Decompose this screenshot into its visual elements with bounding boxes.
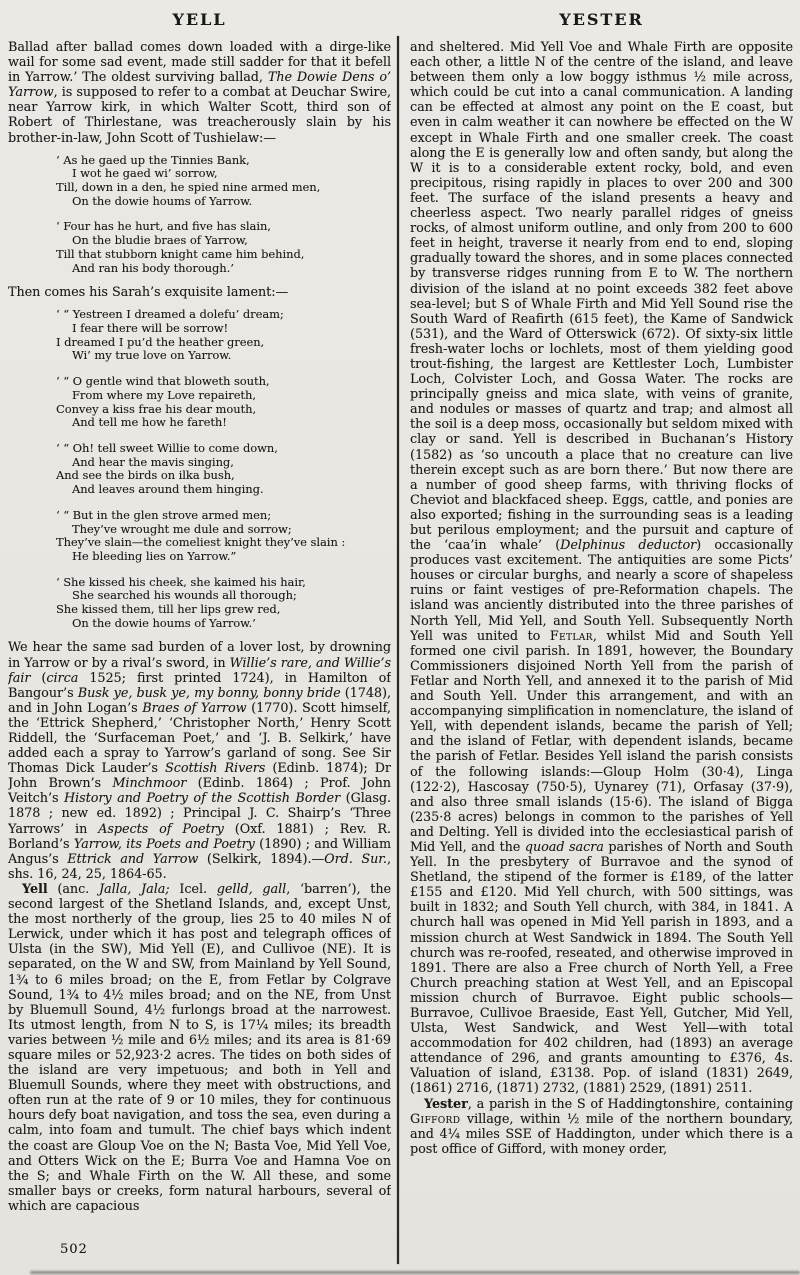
poem-line: And ran his body thorough.’: [72, 260, 234, 275]
poem-sarah-lament: [56, 308, 391, 630]
poem-line: And tell me how he fareth!: [72, 415, 227, 430]
running-head-yell: YELL: [172, 10, 227, 29]
poem-line: Wi’ my true love on Yarrow.: [72, 348, 232, 363]
poem-line: On the dowie houms of Yarrow.: [72, 193, 253, 208]
poem-line: ‘ Four has he hurt, and five has slain,: [56, 219, 271, 234]
poem-line: ‘ “ Yestreen I dreamed a dolefu’ dream;: [56, 307, 284, 322]
poem-stanza: [56, 442, 391, 497]
paragraph-yarrow-literature: We hear the same sad burden of a lover lost, by drowning in Yarrow or by a rival’s sword, in Willie’s rare, and Willie’s fair (circa 1525; first printed 1724), in Hamilton of Bangour’s Busk ye, busk ye, my bonny, bonny bride (1748), and in John Logan’s Braes of Yarrow (1770). Scott himself, the ‘Ettrick Shepherd,’ ‘Christopher North,’ Henry Scott Riddell, the ‘Surfaceman Poet,’ and ‘J. B. Selkirk,’ have added each a spray to Yarrow’s garland of song. See Sir Thomas Dick Lauder’s Scottish Rivers (Edinb. 1874); Dr John Brown’s Minchmoor (Edinb. 1864) ; Prof. John Veitch’s History and Poetry of the Scottish Border (Glasg. 1878 ; new ed. 1892) ; Principal J. C. Shairp’s ‘Three Yarrows’ in Aspects of Poetry (Oxf. 1881) ; Rev. R. Borland’s Yarrow, its Poets and Poetry (1890) ; and William Angus’s Ettrick and Yarrow (Selkirk, 1894).—Ord. Sur., shs. 16, 24, 25, 1864-65.: [8, 639, 391, 881]
poem-line: ‘ She kissed his cheek, she kaimed his hair,: [56, 574, 306, 589]
poem-line: And see the birds on ilka bush,: [56, 468, 235, 483]
poem-stanza: [56, 154, 391, 209]
poem-line: ‘ As he gaed up the Tinnies Bank,: [56, 152, 250, 167]
entry-yester: Yester, a parish in the S of Haddingtonshire, containing Gifford village, within ½ mile of the northern boundary, and 4¼ miles SSE of Haddington, under which there is a post office of Gifford, with money order,: [410, 1095, 793, 1156]
poem-line: They’ve slain—the comeliest knight they’ve slain :: [56, 535, 346, 550]
right-column: [410, 0, 793, 1275]
poem-line: Till, down in a den, he spied nine armed men,: [56, 180, 321, 195]
running-head-yester: YESTER: [559, 10, 644, 29]
scan-bottom-edge-artifact: [30, 1271, 800, 1274]
poem-stanza: [56, 509, 391, 564]
poem-line: She kissed them, till her lips grew red,: [56, 602, 281, 617]
poem-line: On the dowie houms of Yarrow.’: [72, 615, 256, 630]
poem-stanza: [56, 375, 391, 430]
poem-line: From where my Love repaireth,: [72, 387, 256, 402]
poem-line: I fear there will be sorrow!: [72, 321, 229, 336]
poem-line: And leaves around them hinging.: [72, 482, 264, 497]
column-divider-rule: [397, 36, 399, 1264]
poem-line: Till that stubborn knight came him behind,: [56, 246, 305, 261]
paragraph-ballad-intro: Ballad after ballad comes down loaded with a dirge-like wail for some sad event, made still sadder for that it befell in Yarrow.’ The oldest surviving ballad, The Dowie Dens o’ Yarrow, is supposed to refer to a combat at Deuchar Swire, near Yarrow kirk, in which Walter Scott, third son of Robert of Thirlestane, was treacherously slain by his brother-in-law, John Scott of Tushielaw:—: [8, 39, 391, 145]
page-number: 502: [60, 1242, 88, 1257]
poem-line: Convey a kiss frae his dear mouth,: [56, 401, 257, 416]
poem-stanza: [56, 220, 391, 275]
poem-ballad-quote: [56, 154, 391, 276]
poem-line: ‘ “ But in the glen strove armed men;: [56, 507, 272, 522]
poem-line: I wot he gaed wi’ sorrow,: [72, 166, 218, 181]
poem-stanza: [56, 576, 391, 631]
poem-line: They’ve wrought me dule and sorrow;: [72, 521, 292, 536]
poem-line: ‘ “ Oh! tell sweet Willie to come down,: [56, 441, 278, 455]
entry-yell-continuation: and sheltered. Mid Yell Voe and Whale Firth are opposite each other, a little N of the centre of the island, and leave between them only a low boggy isthmus ½ mile across, which could be cut into a canal communication. A landing can be effected at almost any point on the E coast, but even in calm weather it can nowhere be effected on the W except in Whale Firth and one smaller creek. The coast along the E is generally low and often sandy, but along the W it is to a considerable extent rocky, bold, and even precipitous, rising rapidly in places to over 200 and 300 feet. The surface of the island presents a heavy and cheerless aspect. Two nearly parallel ridges of gneiss rocks, of almost uniform outline, and only from 200 to 600 feet in height, traverse it nearly from end to end, sloping gradually toward the shores, and in some places connected by transverse ridges running from E to W. The northern division of the island at no point exceeds 382 feet above sea-level; but S of Whale Firth and Mid Yell Sound rise the South Ward of Reafirth (615 feet), the Kame of Sandwick (531), and the Ward of Otterswick (672). Of sixty-six little fresh-water lochs or lochlets, most of them yielding good trout-fishing, the largest are Kettlester Loch, Lumbister Loch, Colvister Loch, and Gossa Water. The rocks are principally gneiss and mica slate, with veins of granite, and nodules or masses of quartz and trap; and almost all the soil is a deep moss, occasionally but seldom mixed with clay or sand. Yell is described in Buchanan’s History (1582) as ‘so uncouth a place that no creature can live therein except such as are born there.’ But now there are a number of good sheep farms, with thriving flocks of Cheviot and blackfaced sheep. Eggs, cattle, and ponies are also exported; fishing in the surrounding seas is a leading but perilous employment; and the pursuit and capture of the ‘caa’in whale’ (Delphinus deductor) occasionally produces vast excitement. The antiquities are some Picts’ houses or circular burghs, and nearly a score of shapeless ruins or faint vestiges of pre-Reformation chapels. The island was anciently distributed into the three parishes of North Yell, Mid Yell, and South Yell. Subsequently North Yell was united to Fetlar, whilst Mid and South Yell formed one civil parish. In 1891, however, the Boundary Commissioners disjoined North Yell from the parish of Fetlar and North Yell, and annexed it to the parish of Mid and South Yell. Under this arrangement, and with an accompanying simplification in nomenclature, the island of Yell, with dependent islands, became the parish of Yell; and the island of Fetlar, with dependent islands, became the parish of Fetlar. Besides Yell island the parish consists of the following islands:—Gloup Holm (30·4), Linga (122·2), Hascosay (750·5), Uynarey (71), Orfasay (37·9), and also three small islands (15·6). The island of Bigga (235·8 acres) belongs in common to the parishes of Yell and Delting. Yell is divided into the ecclesiastical parish of Mid Yell, and the quoad sacra parishes of North and South Yell. In the presbytery of Burravoe and the synod of Shetland, the stipend of the former is £189, of the latter £155 and £120. Mid Yell church, with 500 sittings, was built in 1832; and South Yell church, with 384, in 1841. A church hall was opened in Mid Yell parish in 1893, and a mission church at West Sandwick in 1894. The South Yell church was re-roofed, reseated, and otherwise improved in 1891. There are also a Free church of North Yell, a Free Church preaching station at West Yell, and an Episcopal mission church of Burravoe. Eight public schools—Burravoe, Cullivoe Braeside, East Yell, Gutcher, Mid Yell, Ulsta, West Sandwick, and West Yell—with total accommodation for 402 children, had (1893) an average attendance of 296, and grants amounting to £376, 4s. Valuation of island, £3138. Pop. of island (1831) 2649, (1861) 2716, (1871) 2732, (1881) 2529, (1891) 2511.: [410, 39, 793, 1096]
poem-line: And hear the mavis singing,: [72, 454, 234, 469]
entry-yell: Yell (anc. Jalla, Jala; Icel. gelld, gall, ‘barren’), the second largest of the Shetland Islands, and, except Unst, the most northerly of the group, lies 25 to 40 miles N of Lerwick, under which it has post and telegraph offices of Ulsta (in the SW), Mid Yell (E), and Cullivoe (NE). It is separated, on the W and SW, from Mainland by Yell Sound, 1¾ to 6 miles broad; on the E, from Fetlar by Colgrave Sound, 1¾ to 4½ miles broad; and on the NE, from Unst by Bluemull Sound, 4½ furlongs broad at the narrowest. Its utmost length, from N to S, is 17¼ miles; its breadth varies between ½ mile and 6½ miles; and its area is 81·69 square miles or 52,923·2 acres. The tides on both sides of the island are very impetuous; and both in Yell and Bluemull Sounds, where they meet with obstructions, and often run at the rate of 9 or 10 miles, they for continuous hours defy boat navigation, and toss the sea, even during a calm, into foam and tumult. The chief bays which indent the coast are Gloup Voe on the N; Basta Voe, Mid Yell Voe, and Otters Wick on the E; Burra Voe and Hamna Voe on the S; and Whale Firth on the W. All these, and some smaller bays or creeks, form natural harbours, several of which are capacious: [8, 880, 391, 1213]
paragraph-lament-intro: Then comes his Sarah’s exquisite lament:—: [8, 284, 289, 300]
poem-line: He bleeding lies on Yarrow.”: [72, 548, 237, 563]
left-column: [8, 0, 391, 1275]
poem-stanza: [56, 308, 391, 363]
poem-line: I dreamed I pu’d the heather green,: [56, 334, 265, 349]
poem-line: On the bludie braes of Yarrow,: [72, 233, 248, 248]
poem-line: ‘ “ O gentle wind that bloweth south,: [56, 374, 270, 389]
poem-line: She searched his wounds all thorough;: [72, 588, 297, 603]
